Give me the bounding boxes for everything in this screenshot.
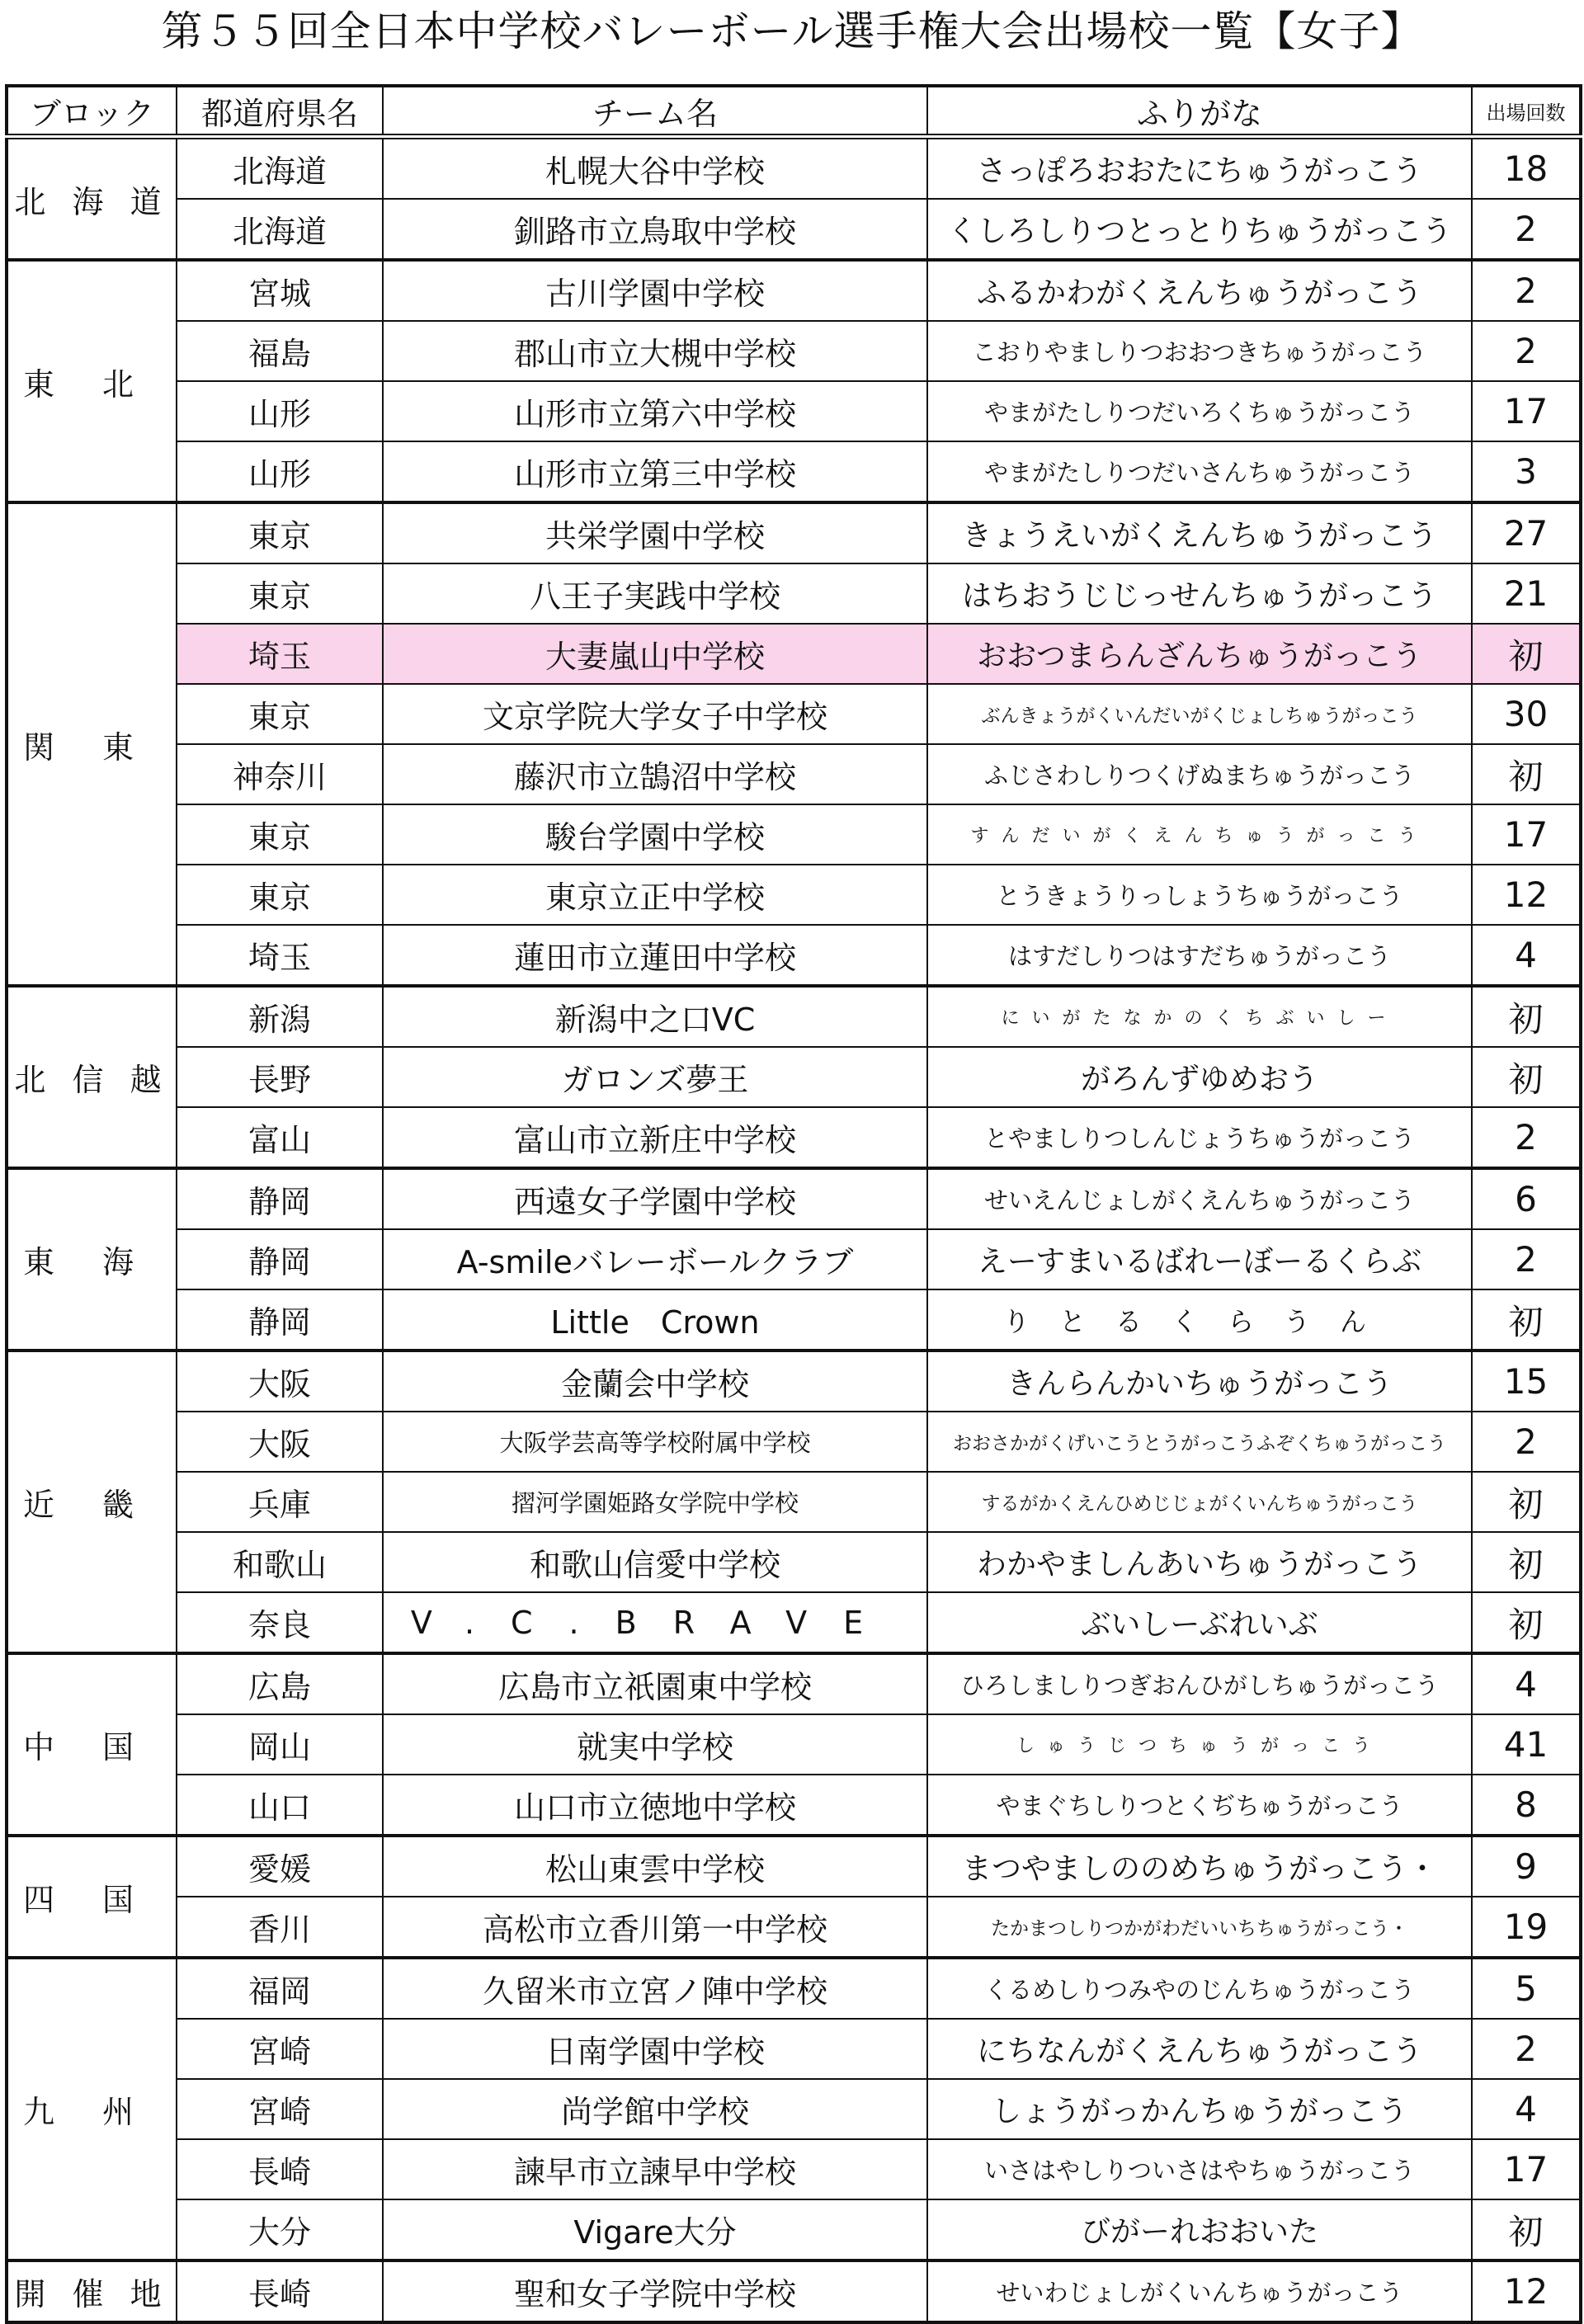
table-row (7, 925, 1581, 986)
appearances-cell: 初 (1472, 1472, 1581, 1532)
appearances-cell: 18 (1472, 137, 1581, 200)
furigana-cell: おおつまらんざんちゅうがっこう (927, 624, 1472, 684)
furigana-cell: すんだいがくえんちゅうがっこう (927, 804, 1472, 865)
furigana-cell: こおりやましりつおおつきちゅうがっこう (927, 321, 1472, 381)
team-cell: 大阪学芸高等学校附属中学校 (383, 1412, 927, 1472)
table-row (7, 1592, 1581, 1653)
furigana-cell: ぶんきょうがくいんだいがくじょしちゅうがっこう (927, 684, 1472, 744)
appearances-cell: 19 (1472, 1897, 1581, 1958)
appearances-cell: 8 (1472, 1775, 1581, 1836)
highlighted-row (7, 624, 1581, 684)
team-cell: 山形市立第三中学校 (383, 441, 927, 502)
prefecture-cell: 長崎 (177, 2139, 383, 2199)
table-row (7, 199, 1581, 260)
prefecture-cell: 東京 (177, 865, 383, 925)
team-cell: 東京立正中学校 (383, 865, 927, 925)
appearances-cell: 30 (1472, 684, 1581, 744)
team-cell: 共栄学園中学校 (383, 502, 927, 563)
prefecture-cell: 静岡 (177, 1289, 383, 1351)
prefecture-cell: 静岡 (177, 1229, 383, 1289)
appearances-cell: 4 (1472, 925, 1581, 986)
team-cell: 郡山市立大槻中学校 (383, 321, 927, 381)
table-row (7, 1351, 1581, 1412)
col-header-block: ブロック (7, 86, 177, 137)
team-cell: 駿台学園中学校 (383, 804, 927, 865)
prefecture-cell: 宮崎 (177, 2019, 383, 2079)
col-header-furigana: ふりがな (927, 86, 1472, 137)
furigana-cell: まつやましののめちゅうがっこう・ (927, 1836, 1472, 1897)
table-row (7, 1107, 1581, 1168)
furigana-cell: がろんずゆめおう (927, 1047, 1472, 1107)
appearances-cell: 初 (1472, 1047, 1581, 1107)
appearances-cell: 2 (1472, 2019, 1581, 2079)
furigana-cell: やまがたしりつだいさんちゅうがっこう (927, 441, 1472, 502)
prefecture-cell: 宮崎 (177, 2079, 383, 2139)
furigana-cell: ぶいしーぶれいぶ (927, 1592, 1472, 1653)
table-row (7, 381, 1581, 441)
prefecture-cell: 埼玉 (177, 624, 383, 684)
team-cell: 山口市立徳地中学校 (383, 1775, 927, 1836)
team-cell: A-smileバレーボールクラブ (383, 1229, 927, 1289)
prefecture-cell: 愛媛 (177, 1836, 383, 1897)
table-row (7, 2199, 1581, 2260)
appearances-cell: 2 (1472, 1412, 1581, 1472)
appearances-cell: 4 (1472, 2079, 1581, 2139)
appearances-cell: 17 (1472, 2139, 1581, 2199)
team-cell: Little Crown (383, 1289, 927, 1351)
prefecture-cell: 北海道 (177, 137, 383, 200)
appearances-cell: 2 (1472, 199, 1581, 260)
prefecture-cell: 新潟 (177, 986, 383, 1047)
prefecture-cell: 静岡 (177, 1168, 383, 1229)
furigana-cell: りとるくらうん (927, 1289, 1472, 1351)
prefecture-cell: 奈良 (177, 1592, 383, 1653)
appearances-cell: 12 (1472, 865, 1581, 925)
team-cell: 文京学院大学女子中学校 (383, 684, 927, 744)
table-row (7, 1168, 1581, 1229)
furigana-cell: いさはやしりついさはやちゅうがっこう (927, 2139, 1472, 2199)
prefecture-cell: 大阪 (177, 1412, 383, 1472)
team-cell: 就実中学校 (383, 1714, 927, 1775)
team-cell: 藤沢市立鵠沼中学校 (383, 744, 927, 804)
team-cell: 西遠女子学園中学校 (383, 1168, 927, 1229)
table-row (7, 1653, 1581, 1714)
table-row (7, 1775, 1581, 1836)
prefecture-cell: 長野 (177, 1047, 383, 1107)
table-row (7, 1047, 1581, 1107)
prefecture-cell: 北海道 (177, 199, 383, 260)
team-cell: 富山市立新庄中学校 (383, 1107, 927, 1168)
col-header-appearances: 出場回数 (1472, 86, 1581, 137)
block-name: 近 畿 (7, 1351, 177, 1653)
prefecture-cell: 福島 (177, 321, 383, 381)
furigana-cell: しょうがっかんちゅうがっこう (927, 2079, 1472, 2139)
team-cell: 摺河学園姫路女学院中学校 (383, 1472, 927, 1532)
table-header (7, 86, 1581, 137)
page-title: 第５５回全日本中学校バレーボール選手権大会出場校一覧【女子】 (161, 7, 1423, 55)
col-header-team: チーム名 (383, 86, 927, 137)
appearances-cell: 3 (1472, 441, 1581, 502)
furigana-cell: きんらんかいちゅうがっこう (927, 1351, 1472, 1412)
table-row (7, 502, 1581, 563)
prefecture-cell: 神奈川 (177, 744, 383, 804)
table-row (7, 1897, 1581, 1958)
appearances-cell: 初 (1472, 744, 1581, 804)
prefecture-cell: 富山 (177, 1107, 383, 1168)
furigana-cell: するがかくえんひめじじょがくいんちゅうがっこう (927, 1472, 1472, 1532)
prefecture-cell: 和歌山 (177, 1532, 383, 1592)
appearances-cell: 17 (1472, 381, 1581, 441)
furigana-cell: やまぐちしりつとくぢちゅうがっこう (927, 1775, 1472, 1836)
team-cell: 札幌大谷中学校 (383, 137, 927, 200)
team-cell: 新潟中之口VC (383, 986, 927, 1047)
prefecture-cell: 宮城 (177, 260, 383, 321)
prefecture-cell: 山口 (177, 1775, 383, 1836)
team-cell: 日南学園中学校 (383, 2019, 927, 2079)
furigana-cell: せいわじょしがくいんちゅうがっこう (927, 2260, 1472, 2322)
furigana-cell: はちおうじじっせんちゅうがっこう (927, 563, 1472, 624)
furigana-cell: びがーれおおいた (927, 2199, 1472, 2260)
prefecture-cell: 東京 (177, 563, 383, 624)
appearances-cell: 12 (1472, 2260, 1581, 2322)
block-name: 関 東 (7, 502, 177, 986)
furigana-cell: くるめしりつみやのじんちゅうがっこう (927, 1958, 1472, 2019)
block-name: 中 国 (7, 1653, 177, 1836)
prefecture-cell: 東京 (177, 684, 383, 744)
prefecture-cell: 東京 (177, 804, 383, 865)
furigana-cell: しゅうじつちゅうがっこう (927, 1714, 1472, 1775)
prefecture-cell: 大阪 (177, 1351, 383, 1412)
appearances-cell: 初 (1472, 1592, 1581, 1653)
appearances-cell: 2 (1472, 260, 1581, 321)
block-name: 四 国 (7, 1836, 177, 1958)
prefecture-cell: 福岡 (177, 1958, 383, 2019)
team-cell: Vigare大分 (383, 2199, 927, 2260)
team-cell: 釧路市立鳥取中学校 (383, 199, 927, 260)
table-row (7, 1836, 1581, 1897)
appearances-cell: 21 (1472, 563, 1581, 624)
appearances-cell: 初 (1472, 624, 1581, 684)
furigana-cell: やまがたしりつだいろくちゅうがっこう (927, 381, 1472, 441)
table-row (7, 2260, 1581, 2322)
table-row (7, 684, 1581, 744)
furigana-cell: ひろしましりつぎおんひがしちゅうがっこう (927, 1653, 1472, 1714)
team-cell: 山形市立第六中学校 (383, 381, 927, 441)
team-cell: 蓮田市立蓮田中学校 (383, 925, 927, 986)
team-cell: 聖和女子学院中学校 (383, 2260, 927, 2322)
appearances-cell: 初 (1472, 1532, 1581, 1592)
table-row (7, 441, 1581, 502)
team-cell: 金蘭会中学校 (383, 1351, 927, 1412)
furigana-cell: とやましりつしんじょうちゅうがっこう (927, 1107, 1472, 1168)
team-table (5, 84, 1582, 2324)
prefecture-cell: 兵庫 (177, 1472, 383, 1532)
team-cell: 諫早市立諫早中学校 (383, 2139, 927, 2199)
team-cell: 大妻嵐山中学校 (383, 624, 927, 684)
prefecture-cell: 岡山 (177, 1714, 383, 1775)
table-row (7, 260, 1581, 321)
team-cell: 八王子実践中学校 (383, 563, 927, 624)
appearances-cell: 5 (1472, 1958, 1581, 2019)
table-row (7, 2079, 1581, 2139)
appearances-cell: 4 (1472, 1653, 1581, 1714)
furigana-cell: とうきょうりっしょうちゅうがっこう (927, 865, 1472, 925)
furigana-cell: おおさかがくげいこうとうがっこうふぞくちゅうがっこう (927, 1412, 1472, 1472)
appearances-cell: 9 (1472, 1836, 1581, 1897)
furigana-cell: えーすまいるばれーぼーるくらぶ (927, 1229, 1472, 1289)
block-name: 北 信 越 (7, 986, 177, 1168)
furigana-cell: にいがたなかのくちぶいしー (927, 986, 1472, 1047)
appearances-cell: 17 (1472, 804, 1581, 865)
table-row (7, 321, 1581, 381)
appearances-cell: 6 (1472, 1168, 1581, 1229)
table-row (7, 1229, 1581, 1289)
prefecture-cell: 香川 (177, 1897, 383, 1958)
furigana-cell: はすだしりつはすだちゅうがっこう (927, 925, 1472, 986)
table-row (7, 1472, 1581, 1532)
block-name: 開 催 地 (7, 2260, 177, 2322)
furigana-cell: わかやましんあいちゅうがっこう (927, 1532, 1472, 1592)
table-row (7, 744, 1581, 804)
table-row (7, 2139, 1581, 2199)
block-name: 東 海 (7, 1168, 177, 1351)
appearances-cell: 41 (1472, 1714, 1581, 1775)
block-name: 東 北 (7, 260, 177, 502)
prefecture-cell: 広島 (177, 1653, 383, 1714)
team-cell: 松山東雲中学校 (383, 1836, 927, 1897)
block-name: 九 州 (7, 1958, 177, 2260)
furigana-cell: さっぽろおおたにちゅうがっこう (927, 137, 1472, 200)
appearances-cell: 15 (1472, 1351, 1581, 1412)
team-cell: 尚学館中学校 (383, 2079, 927, 2139)
prefecture-cell: 山形 (177, 441, 383, 502)
prefecture-cell: 埼玉 (177, 925, 383, 986)
appearances-cell: 27 (1472, 502, 1581, 563)
table-row (7, 865, 1581, 925)
table-row (7, 1714, 1581, 1775)
table-row (7, 1412, 1581, 1472)
furigana-cell: くしろしりつとっとりちゅうがっこう (927, 199, 1472, 260)
furigana-cell: せいえんじょしがくえんちゅうがっこう (927, 1168, 1472, 1229)
table-body (7, 137, 1581, 2323)
table-row (7, 804, 1581, 865)
furigana-cell: きょうえいがくえんちゅうがっこう (927, 502, 1472, 563)
appearances-cell: 初 (1472, 1289, 1581, 1351)
table-row (7, 137, 1581, 200)
appearances-cell: 2 (1472, 321, 1581, 381)
prefecture-cell: 東京 (177, 502, 383, 563)
appearances-cell: 初 (1472, 986, 1581, 1047)
prefecture-cell: 長崎 (177, 2260, 383, 2322)
team-cell: 和歌山信愛中学校 (383, 1532, 927, 1592)
table-row (7, 1289, 1581, 1351)
team-cell: ガロンズ夢王 (383, 1047, 927, 1107)
team-cell: V.C.BRAVE (383, 1592, 927, 1653)
team-cell: 久留米市立宮ノ陣中学校 (383, 1958, 927, 2019)
table-row (7, 986, 1581, 1047)
appearances-cell: 初 (1472, 2199, 1581, 2260)
team-cell: 古川学園中学校 (383, 260, 927, 321)
appearances-cell: 2 (1472, 1107, 1581, 1168)
table-row (7, 563, 1581, 624)
team-cell: 高松市立香川第一中学校 (383, 1897, 927, 1958)
table-row (7, 1532, 1581, 1592)
prefecture-cell: 山形 (177, 381, 383, 441)
prefecture-cell: 大分 (177, 2199, 383, 2260)
block-name: 北 海 道 (7, 137, 177, 261)
furigana-cell: にちなんがくえんちゅうがっこう (927, 2019, 1472, 2079)
furigana-cell: たかまつしりつかがわだいいちちゅうがっこう・ (927, 1897, 1472, 1958)
team-cell: 広島市立祇園東中学校 (383, 1653, 927, 1714)
table-row (7, 1958, 1581, 2019)
table-row (7, 2019, 1581, 2079)
appearances-cell: 2 (1472, 1229, 1581, 1289)
col-header-prefecture: 都道府県名 (177, 86, 383, 137)
furigana-cell: ふるかわがくえんちゅうがっこう (927, 260, 1472, 321)
furigana-cell: ふじさわしりつくげぬまちゅうがっこう (927, 744, 1472, 804)
